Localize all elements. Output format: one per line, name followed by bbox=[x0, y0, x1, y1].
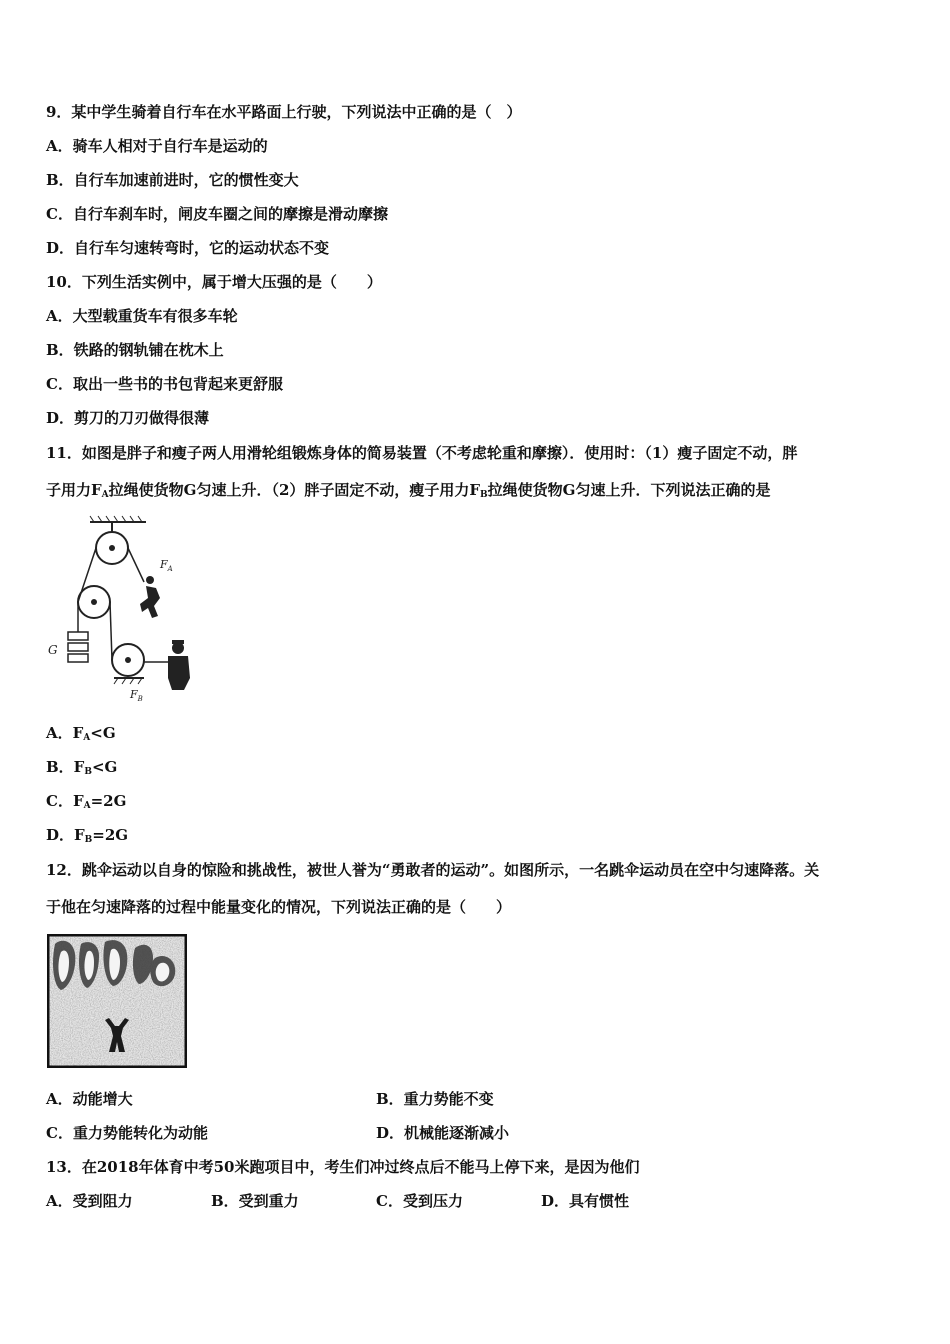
q12-stem-line2: 于他在匀速降落的过程中能量变化的情况，下列说法正确的是（ ） bbox=[46, 898, 512, 916]
q11-option-b: B．$F_B<G$ bbox=[46, 758, 118, 777]
q9-stem: 9．某中学生骑着自行车在水平路面上行驶，下列说法中正确的是（ ） bbox=[46, 103, 522, 121]
q12-option-a: A．动能增大 bbox=[46, 1090, 133, 1108]
q13-option-d: D．具有惯性 bbox=[541, 1192, 630, 1210]
q9-option-d: D．自行车匀速转弯时，它的运动状态不变 bbox=[46, 239, 330, 257]
q10-stem: 10．下列生活实例中，属于增大压强的是（ ） bbox=[46, 273, 382, 291]
q10-option-c: C．取出一些书的书包背起来更舒服 bbox=[46, 375, 283, 393]
skydiver-photo bbox=[47, 934, 187, 1068]
q10-option-a: A．大型载重货车有很多车轮 bbox=[46, 307, 238, 325]
svg-text:FA: $F_A$ bbox=[160, 558, 173, 573]
q9-option-c: C．自行车刹车时，闸皮车圈之间的摩擦是滑动摩擦 bbox=[46, 205, 388, 223]
q13-option-b: B．受到重力 bbox=[211, 1192, 299, 1210]
q13-option-a: A．受到阻力 bbox=[46, 1192, 133, 1210]
q9-option-a: A．骑车人相对于自行车是运动的 bbox=[46, 137, 268, 155]
q9-option-b: B．自行车加速前进时，它的惯性变大 bbox=[46, 171, 299, 189]
q12-stem-line1: 12．跳伞运动以自身的惊险和挑战性，被世人誉为“勇敢者的运动”。如图所示，一名跳伞运动员在空中匀速降落。关 bbox=[46, 861, 820, 879]
q10-option-b: B．铁路的钢轨铺在枕木上 bbox=[46, 341, 224, 359]
q12-option-d: D．机械能逐渐减小 bbox=[376, 1124, 510, 1142]
q11-option-d: D．$F_B=2G$ bbox=[46, 826, 129, 845]
svg-text:G: G bbox=[48, 643, 58, 657]
q11-stem-line2: 子用力$F_A$拉绳使货物G匀速上升．（2）胖子固定不动，瘦子用力$F_B$拉绳使货物G匀速上升．下列说法正确的是 bbox=[46, 481, 771, 500]
q12-option-b: B．重力势能不变 bbox=[376, 1090, 494, 1108]
q10-option-d: D．剪刀的刀刃做得很薄 bbox=[46, 409, 210, 427]
q13-stem: 13．在2018年体育中考50米跑项目中，考生们冲过终点后不能马上停下来，是因为他们 bbox=[46, 1158, 640, 1176]
svg-text:FB: $F_B$ bbox=[130, 688, 143, 703]
pulley-system-figure bbox=[44, 514, 204, 710]
q11-stem-line1: 11．如图是胖子和瘦子两人用滑轮组锻炼身体的简易装置（不考虑轮重和摩擦）．使用时：（1）瘦子固定不动，胖 bbox=[46, 444, 798, 462]
q12-option-c: C．重力势能转化为动能 bbox=[46, 1124, 208, 1142]
q11-option-c: C．$F_A=2G$ bbox=[46, 792, 127, 811]
q11-option-a: A．$F_A<G$ bbox=[46, 724, 116, 743]
q13-option-c: C．受到压力 bbox=[376, 1192, 463, 1210]
